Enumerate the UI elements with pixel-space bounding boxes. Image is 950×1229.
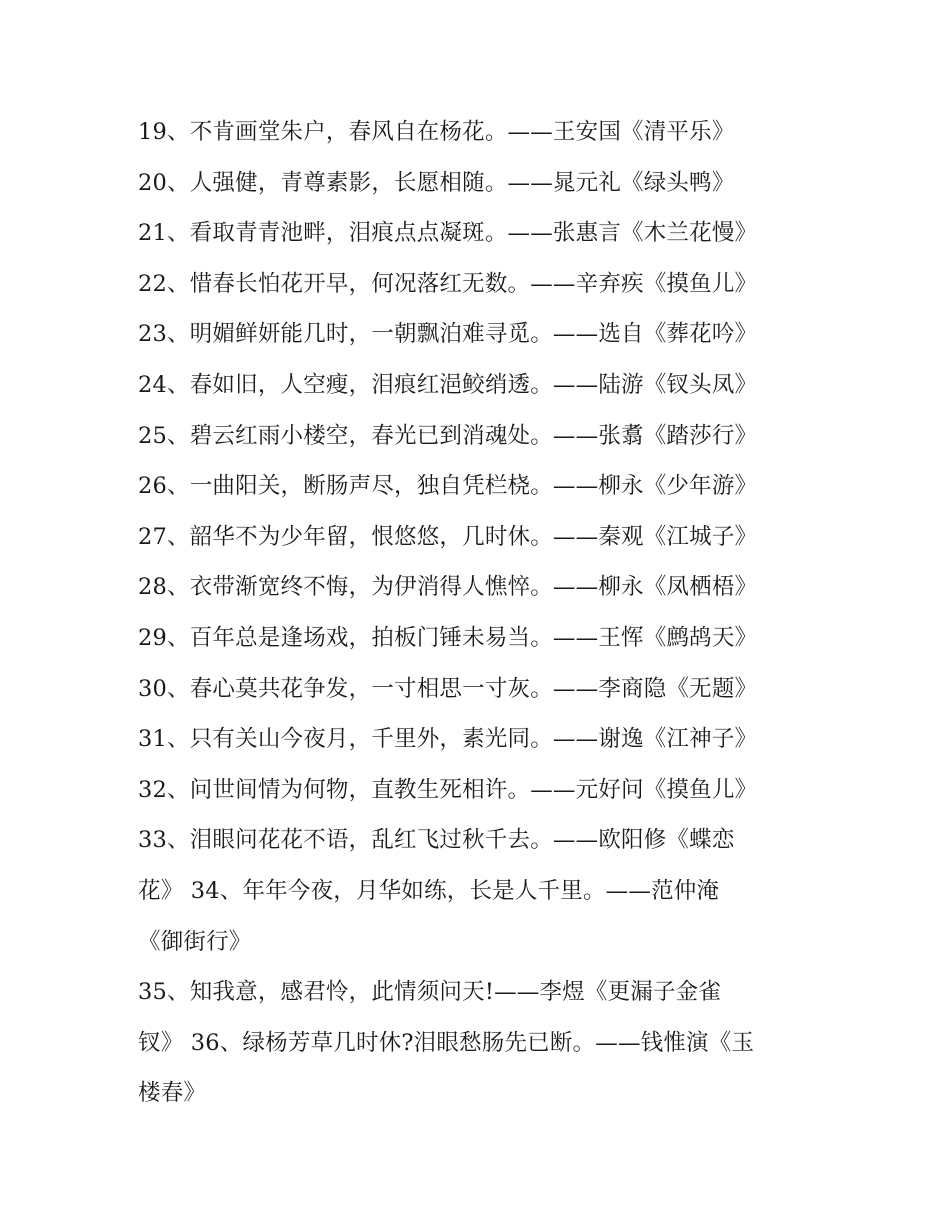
text-line: 23、明媚鲜妍能几时，一朝飘泊难寻觅。——选自《葬花吟》 (138, 321, 758, 348)
text-line: 25、碧云红雨小楼空，春光已到消魂处。——张翥《踏莎行》 (138, 422, 758, 449)
text-line: 19、不肯画堂朱户，春风自在杨花。——王安国《清平乐》 (138, 119, 735, 145)
poem-lines-list (138, 107, 818, 1119)
text-line: 29、百年总是逢场戏，拍板门锤未易当。——王恽《鹧鸪天》 (138, 624, 758, 651)
text-line: 花》 34、年年今夜，月华如练，长是人千里。——范仲淹 (138, 877, 720, 904)
text-line: 钗》 36、绿杨芳草几时休?泪眼愁肠先已断。——钱惟演《玉 (138, 1029, 755, 1056)
text-line: 楼春》 (138, 1080, 207, 1107)
text-line: 30、春心莫共花争发，一寸相思一寸灰。——李商隐《无题》 (138, 675, 758, 702)
text-line: 35、知我意，感君怜，此情须问天!——李煜《更漏子金雀 (138, 979, 722, 1006)
text-line: 20、人强健，青尊素影，长愿相随。——晁元礼《绿头鸭》 (138, 169, 735, 196)
text-line: 24、春如旧，人空瘦，泪痕红浥鲛绡透。——陆游《钗头凤》 (138, 371, 758, 398)
text-line: 26、一曲阳关，断肠声尽，独自凭栏桡。——柳永《少年游》 (138, 473, 758, 500)
text-line: 31、只有关山今夜月，千里外，素光同。——谢逸《江神子》 (138, 726, 758, 753)
text-line: 27、韶华不为少年留，恨悠悠，几时休。——秦观《江城子》 (138, 523, 758, 550)
text-line: 32、问世间情为何物，直教生死相许。——元好问《摸鱼儿》 (138, 776, 758, 803)
text-line: 《御街行》 (138, 928, 252, 955)
text-line: 33、泪眼问花花不语，乱红飞过秋千去。——欧阳修《蝶恋 (138, 827, 735, 854)
text-line: 22、惜春长怕花开早，何况落红无数。——辛弃疾《摸鱼儿》 (138, 270, 758, 297)
text-line: 28、衣带渐宽终不悔，为伊消得人憔悴。——柳永《凤栖梧》 (138, 574, 758, 601)
text-line: 21、看取青青池畔，泪痕点点凝斑。——张惠言《木兰花慢》 (138, 220, 758, 247)
